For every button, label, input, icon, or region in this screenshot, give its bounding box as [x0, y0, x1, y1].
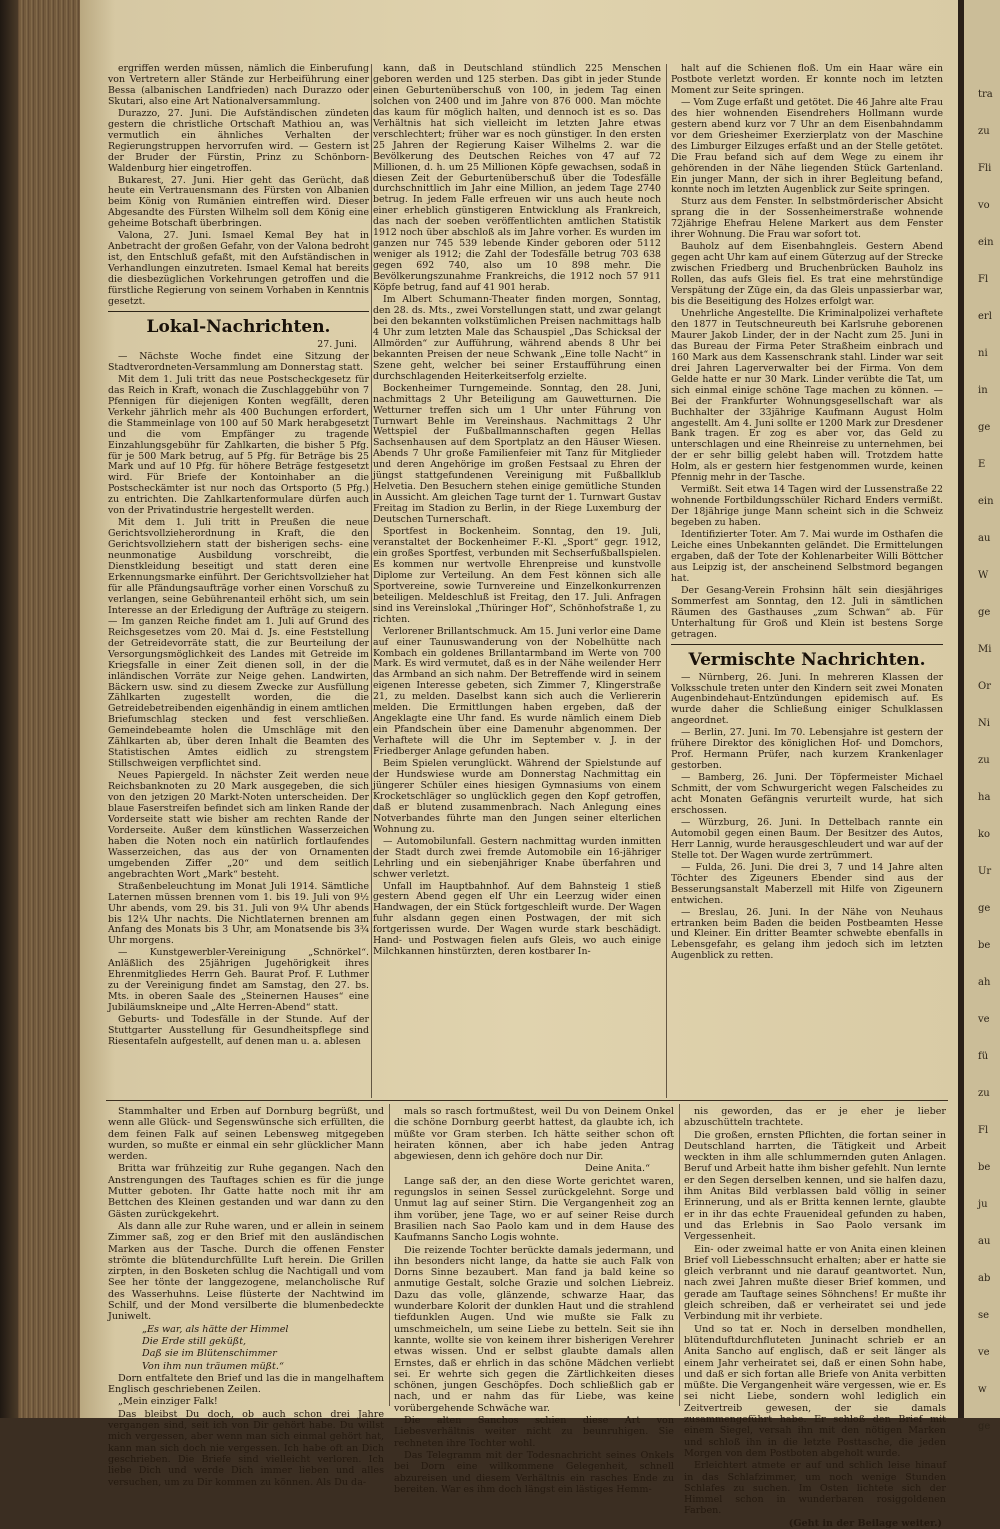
next-page-fragment: au: [978, 1236, 991, 1247]
next-page-fragment: Or: [978, 681, 991, 692]
column-1: [108, 64, 369, 1098]
section-date: 27. Juni.: [317, 338, 357, 350]
article-paragraph: — Berlin, 27. Juni. Im 70. Lebensjahre ist gestern der frühere Direktor des königlichen Hof- und Domchors, Prof. Hermann Prüfer, nach kurzem Krankenlager gestorben.: [671, 727, 943, 772]
article-paragraph: Valona, 27. Juni. Ismael Kemal Bey hat in Anbetracht der großen Gefahr, von der Valona bedroht ist, den Entschluß gefaßt, mit den Aufständischen in Verhandlungen einzutreten. Ismael Kemal hat bereits die diesbezüglichen Vorkehrungen getroffen und die fürstliche Regierung von seinem Vorhaben in Kenntnis gesetzt.: [108, 230, 369, 308]
story-paragraph: Britta war frühzeitig zur Ruhe gegangen. Nach den Anstrengungen des Tauftages schien es für die junge Mutter geboten. Ihr Gatte hatte noch mit ihr am Bettchen des Kleinen gestanden und war dann zu den Gästen zurückgekehrt.: [108, 1163, 384, 1220]
next-page-fragment: in: [978, 385, 988, 396]
article-paragraph: — Fulda, 26. Juni. Die drei 3, 7 und 14 Jahre alten Töchter des Zigeuners Ebender sind aus der Besserungsanstalt Maberzell mit Hilfe von Zigeunern entwichen.: [671, 861, 943, 906]
poem: [108, 1324, 384, 1372]
article-paragraph: Mit dem 1. Juli tritt das neue Postscheckgesetz für das Reich in Kraft, wonach die Zuschlaggebühr von 7 Pfennigen für diejenigen Konten wegfällt, deren Verkehr jährlich mehr als 400 Buchungen erfordert, die Stammeinlage von 100 auf 50 Mark herabgesetzt und die vom Empfänger zu tragende Einzahlungsgebühr für Zahlkarten, die bisher 5 Pfg. für je 500 Mark betrug, auf 5 Pfg. für Beträge bis 25 Mark und auf 10 Pfg. für höhere Beträge festgesetzt wird. Für Briefe der Kontoinhaber an die Postscheckämter ist nur noch das Ortsporto (5 Pfg.) zu entrichten. Die Zahlkartenformulare dürfen auch von der Privatindustrie hergestellt werden.: [108, 373, 369, 517]
next-page-fragment: Ur: [978, 866, 992, 877]
article-paragraph: — Automobilunfall. Gestern nachmittag wurden inmitten der Stadt durch zwei fremde Automobile ein 16-jähriger Lehrling und ein siebenjähriger Knabe überfahren und schwer verletzt.: [373, 835, 661, 880]
story-paragraph: „Mein einziger Falk!: [118, 1396, 218, 1408]
feuilleton-column-3: [684, 1106, 946, 1529]
column-rule: [389, 1104, 390, 1406]
next-page-fragment: zu: [978, 755, 990, 766]
story-paragraph: Lange saß der, an den diese Worte gerichtet waren, regungslos in seinen Sessel zurückgelehnt. Sorge und Unmut lag auf seiner Stirn. Die Vergangenheit zog an ihm vorüber, jene Tage, wo er auf seiner Reise durch Brasilien nach Sao Paolo kam und in dem Hause des Kaufmanns Sancho Logis wohnte.: [394, 1175, 674, 1244]
article-paragraph: Der Gesang-Verein Frohsinn hält sein diesjähriges Sommerfest am Sonntag, den 12. Juli in sämtlichen Räumen des Gasthauses „zum Schwan“ ab. Für Unterhaltung für Groß und Klein ist bestens Sorge getragen.: [671, 584, 943, 640]
next-page-fragment: au: [978, 533, 991, 544]
next-page-fragment: ge: [978, 422, 991, 433]
article-paragraph: — Vom Zuge erfaßt und getötet. Die 46 Jahre alte Frau des hier wohnenden Eisendrehers Hollmann wurde gestern abend kurz vor 7 Uhr an dem Eisenbahndamm vor dem Griesheimer Exerzierplatz von der Maschine des Limburger Eilzuges erfaßt und an der Stelle getötet. Die Frau befand sich auf dem Wege zu einem ihr gehörenden in der Nähe liegenden Stück Gartenland. Ein junger Mann, der sich in ihrer Begleitung befand, konnte noch im letzten Augenblick zur Seite springen.: [671, 96, 943, 196]
letter-signature: Deine Anita.“: [584, 1163, 650, 1175]
story-paragraph: Erleichtert atmete er auf und schlich leise hinauf in das Schlafzimmer, um noch wenige Stunden Schlafes zu suchen. Im Osten lichtete sich der Himmel schon in wunderbaren rosiggoldenen Farben.: [684, 1460, 946, 1517]
feuilleton-rule: [106, 1100, 948, 1101]
article-paragraph: Straßenbeleuchtung im Monat Juli 1914. Sämtliche Laternen müssen brennen vom 1. bis 19. Juli von 9½ Uhr abends, vom 29. bis 31. Juli von 9¼ Uhr abends bis 12¼ Uhr nachts. Die Nichtlaternen brennen am Anfang des Monats bis 3 Uhr, am Monatsende bis 3¾ Uhr morgens.: [108, 880, 369, 947]
article-paragraph: Im Albert Schumann-Theater finden morgen, Sonntag, den 28. ds. Mts., zwei Vorstellungen statt, und zwar gelangt bei den bekannten volkstümlichen Preisen nachmittags halb 4 Uhr zum letzten Male das Schauspiel „Das Schicksal der Allmörden“ zur Aufführung, während abends 8 Uhr bei bekannten Preisen der neue Schwank „Eine tolle Nacht“ in Szene geht, welcher bei seiner Erstaufführung einen durchschlagenden Heiterkeitserfolg erzielte.: [373, 294, 661, 382]
next-page-fragment: se: [978, 1310, 990, 1321]
article-paragraph: Unehrliche Angestellte. Die Kriminalpolizei verhaftete den 1877 in Teutschneureuth bei Karlsruhe geborenen Maurer Jakob Linder, der in der Nacht zum 25. Juni in das Bureau der Firma Peter Straßheim einbrach und 160 Mark aus dem Kassenschrank stahl. Linder war seit drei Jahren Lagerverwalter bei der Firma. Von dem Gelde hatte er nur 30 Mark. Linder verübte die Tat, um sich einmal einige schöne Tage machen zu können. — Bei der Frankfurter Wohnungsgesellschaft war als Buchhalter der 33jährige Kaufmann August Holm angestellt. Am 4. Juni sollte er 1200 Mark zur Dresdener Bank tragen. Er zog es aber vor, das Geld zu unterschlagen und eine Rheinreise zu unternehmen, bei der er sehr billig gelebt haben will. Trotzdem hatte Holm, als er gestern hier festgenommen wurde, keinen Pfennig mehr in der Tasche.: [671, 307, 943, 484]
next-page-fragment: Fl: [978, 274, 989, 285]
article-paragraph: — Bamberg, 26. Juni. Der Töpfermeister Michael Schmitt, der vom Schwurgericht wegen Falscheides zu acht Monaten Gefängnis verurteilt wurde, hat sich erschossen.: [671, 772, 943, 816]
next-page-fragment: be: [978, 940, 991, 951]
next-page-fragment: tra: [978, 89, 993, 100]
article-paragraph: Sportfest in Bockenheim. Sonntag, den 19. Juli, veranstaltet der Bockenheimer F.-Kl. „Sport“ gegr. 1912, ein großes Sportfest, verbunden mit Sechserfußballspielen. Es kommen nur wertvolle Ehrenpreise und kunstvolle Diplome zur Verteilung. An dem Fest können sich alle Sportvereine, sowie Turnvereine und Einzelkonkurrenzen beteiligen. Meldeschluß ist Freitag, den 17. Juli. Anfragen sind ins Vereinslokal „Thüringer Hof“, Schönhofstraße 1, zu richten.: [373, 526, 661, 625]
next-page-fragment: Fli: [978, 163, 992, 174]
article-paragraph: Neues Papiergeld. In nächster Zeit werden neue Reichsbanknoten zu 20 Mark ausgegeben, die sich von den jetzigen 20 Markt-Noten unterscheiden. Der blaue Faserstreifen befindet sich am linken Rande der Vorderseite statt wie bisher am rechten Rande der Vorderseite. Außer dem künstlichen Wasserzeichen haben die Noten noch ein natürlich fortlaufendes Wasserzeichen, das aus der von Ornamenten umgebenden Ziffer „20“ und dem seitlich angebrachten Wort „Mark“ besteht.: [108, 770, 369, 880]
book-page-stack: [0, 0, 80, 1418]
book-cover: [0, 0, 18, 1418]
article-paragraph: Durazzo, 27. Juni. Die Aufständischen zündeten gestern die christliche Ortschaft Mathiou an, was vermutlich ein ähnliches Verhalten der Regierungstruppen hervorrufen wird. — Gestern ist der Bruder der Fürstin, Prinz zu Schönborn-Waldenburg hier eingetroffen.: [108, 107, 369, 174]
poem-line: Daß sie im Blütenschimmer: [142, 1348, 277, 1360]
article-paragraph: Bockenheimer Turngemeinde. Sonntag, den 28. Juni, nachmittags 2 Uhr Beteiligung am Gauwetturnen. Die Wetturner treffen sich um 1 Uhr unter Führung von Turnwart Behle im Vereinshaus. Nachmittags 2 Uhr Wettspiel der Fußballmannschaften gegen Hellas Sachsenhausen auf dem Sportplatz an den Häuser Wiesen. Abends 7 Uhr große Familienfeier mit Tanz für Mitglieder und deren Angehörige im großen Festsaal zu Ehren der jüngst stattgefundenen Vereinigung mit Fußballklub Helvetia. Den Besuchern stehen einige gemütliche Stunden in Aussicht. Am gleichen Tage turnt der 1. Turnwart Gustav Freitag im Stadion zu Berlin, in der Riege Luxemburg der Deutschen Turnerschaft.: [373, 382, 661, 526]
mixed-news: [671, 673, 943, 963]
story-paragraph: Das Telegramm mit der Todesnachricht seines Onkels bei Dorn eine willkommene Gelegenheit, schnell abzureisen und diesem Verhältnis ein rasches Ende zu bereiten. War es ihm doch längst ein lästiges Hemm-: [394, 1449, 674, 1495]
next-page-fragment: ge: [978, 607, 991, 618]
column-rule: [666, 64, 667, 1098]
next-page-fragment: ge: [978, 903, 991, 914]
next-page-fragment: Mi: [978, 644, 992, 655]
story-paragraph: Und so tat er. Noch in derselben mondhellen, blütenduftdurchfluteten Juninacht schrieb er an Anita Sancho auf englisch, daß er seit länger als einem Jahr verheiratet sei, daß er einen Sohn habe, und daß er sich fortan alle Briefe von Anita verbitten müßte. Die Vergangenheit wäre vergessen, wie er. Es sei nicht Liebe, sondern wohl lediglich ein Zeitvertreib gewesen, der sie damals zusammengeführt habe. Er schloß den Brief mit einem Siegel, versah ihn mit den nötigen Marken und schloß ihn in die letzte Posttasche, die jeden Morgen von dem Postboten abgeholt wurde.: [684, 1323, 946, 1459]
next-page-fragment: ju: [978, 1199, 988, 1210]
article-paragraph: Vermißt. Seit etwa 14 Tagen wird der Lussenstraße 22 wohnende Fortbildungsschüler Richard Enders vermißt. Der 18jährige junge Mann scheint sich in die Schweiz begeben zu haben.: [671, 484, 943, 529]
next-page-fragment: ni: [978, 348, 988, 359]
next-page-fragment: Fl: [978, 1125, 989, 1136]
story-paragraph: Dorn entfaltete den Brief und las die in mangelhaftem Englisch geschriebenen Zeilen.: [108, 1372, 384, 1396]
next-page-fragment: be: [978, 1162, 991, 1173]
story-paragraph: Als dann alle zur Ruhe waren, und er allein in seinem Zimmer saß, zog er den Brief mit den ausländischen Marken aus der Tasche. Durch die offenen Fenster strömte die blütendurchfüllte Luft herein. Die Grillen zirpten, in den Bosketen schlug die Nachtigall und vom See her tönte der langgezogene, melancholische Ruf des Wasserhuhns. Leise flüsterte der Nachtwind im Schilf, und der Mond versilberte die blumenbedeckte Juniwelt.: [108, 1220, 384, 1323]
next-page-fragment: E: [978, 459, 986, 470]
story-paragraph: nis geworden, das er je eher je lieber abzuschütteln trachtete.: [684, 1106, 946, 1129]
next-page-fragment: fü: [978, 1051, 989, 1062]
article-paragraph: Identifizierter Toter. Am 7. Mai wurde im Osthafen die Leiche eines Unbekannten geländet. Die Ermittelungen ergaben, daß der Tote der Kohlenarbeiter Willi Böttcher aus Leipzig ist, der anscheinend Selbstmord begangen hat.: [671, 529, 943, 584]
next-page-fragment: ab: [978, 1273, 991, 1284]
column-rule: [371, 64, 372, 1098]
article-paragraph: Beim Spielen verunglückt. Während der Spielstunde auf der Hundswiese wurde am Donnerstag Nachmittag ein jüngerer Schüler eines hiesigen Gymnasiums von einem Krocketschläger so unglücklich gegen den Kopf getroffen, daß er blutend zusammenbrach. Nach Anlegung eines Notverbandes führte man den Jungen seiner elterlichen Wohnung zu.: [373, 758, 661, 835]
story-paragraph: Die alten Sanchos schien diese Art von Liebesverhältnis weiter nicht zu beunruhigen. Sie rechneten ihre Tochter wohl.: [394, 1415, 674, 1449]
column-3: [671, 64, 943, 1098]
article-paragraph: — Würzburg, 26. Juni. In Dettelbach rannte ein Automobil gegen einen Baum. Der Besitzer des Autos, Herr Lannig, wurde herausgeschleudert und war auf der Stelle tot. Der Wagen wurde zertrümmert.: [671, 816, 943, 861]
article-paragraph: kann, daß in Deutschland stündlich 225 Menschen geboren werden und 125 sterben. Das gibt in jeder Stunde einen Geburtenüberschuß von 100, in jedem Tag einen solchen von 2400 und im Jahre von 876 000. Man möchte das kaum für möglich halten, und dennoch ist es so. Das Verhältnis hat sich vielleicht im letzten Jahre etwas verschlechtert; früher war es noch günstiger. In den ersten 25 Jahren der Regierung Kaiser Wilhelms 2. war die Bevölkerung des Deutschen Reiches von 47 auf 72 Millionen, d. h. um 25 Millionen Köpfe gewachsen, sodaß in diesen Zeit der Geburtenüberschuß über die Todesfälle durchschnittlich im Jahr eine Million, an jedem Tage 2740 betrug. In jedem Falle erfreuen wir uns auch heute noch einer erheblich günstigeren Entwicklung als Frankreich, das nach der soeben veröffentlichten amtlichen Statistik 1912 noch über abschloß als im Jahre vorher. Es wurden im ganzen nur 745 539 lebende Kinder geboren oder 5112 weniger als 1912; die Zahl der Todesfälle betrug 703 638 gegen 692 740, also um 10 898 mehr. Die Bevölkerungszunahme Frankreichs, die 1912 noch 57 911 Köpfe betrug, fand auf 41 901 herab.: [373, 63, 661, 294]
article-paragraph: — Nürnberg, 26. Juni. In mehreren Klassen der Volksschule treten unter den Kindern seit zwei Monaten Augenbindehaut-Entzündungen epidemisch auf. Es wurde daher die Schließung einiger Schulklassen angeordnet.: [671, 671, 943, 727]
next-page-fragment: zu: [978, 126, 990, 137]
article-paragraph: — Nächste Woche findet eine Sitzung der Stadtverordneten-Versammlung am Donnerstag statt.: [108, 350, 369, 373]
political-news: [108, 64, 369, 308]
feuilleton-column-2: [394, 1106, 674, 1495]
article-paragraph: ergriffen werden müssen, nämlich die Einberufung von Vertretern aller Stände zur Herbeiführung einer Bessa (albanischen Landfrieden) nach Durazzo oder Skutari, also eine Art Nationalversammlung.: [108, 63, 369, 107]
next-page-edge: [964, 0, 1000, 1432]
article-paragraph: Verlorener Brillantschmuck. Am 15. Juni verlor eine Dame auf einer Taunuswanderung von der Nobelhütte nach Kombach ein goldenes Brillantarmband im Werte von 700 Mark. Es wird vermutet, daß es in der Nähe weilender Herr das Armband an sich nahm. Der Betreffende wird in seinem eigenen Interesse gebeten, sich Zimmer 7, Klingerstraße 21, zu melden. Daselbst kann sich auch die Verliererin melden. Die Ermittlungen haben ergeben, daß der Angeklagte eine Uhr fand. Es wurde nämlich einem Dieb ein Pfandschein über eine Damenuhr abgenommen. Der Verhaftete will die Uhr im September v. J. in der Friedberger Anlage gefunden haben.: [373, 625, 661, 758]
story-paragraph: Das bleibst Du doch, ob auch schon drei Jahre vergangen sind, seit ich von Dir gehört habe. Du willst mich vergessen, aber wenn man sich einmal gehört hat, kann man sich doch nie vergessen. Ich habe oft an Dich geschrieben. Die Briefe sind vielleicht verloren. Ich liebe Dich und werde Dich immer lieben und alles versuchen, um zu Dir kommen zu können. Als Du da-: [108, 1408, 384, 1488]
poem-line: Die Erde still geküßt,: [142, 1335, 247, 1347]
article-paragraph: Sturz aus dem Fenster. In selbstmörderischer Absicht sprang die in der Sossenheimerstraße wohnende 72jährige Ehefrau Helene Markert aus dem Fenster ihrer Wohnung. Die Frau war sofort tot.: [671, 196, 943, 241]
article-paragraph: halt auf die Schienen floß. Um ein Haar wäre ein Postbote verletzt worden. Er konnte noch im letzten Moment zur Seite springen.: [671, 63, 943, 96]
article-paragraph: Bauholz auf dem Eisenbahngleis. Gestern Abend gegen acht Uhr kam auf einem Güterzug auf der Strecke zwischen Friedberg und Bruchenbrücken Bauholz ins Rollen, das aufs Gleis fiel. Es trat eine mehrstündige Verspätung der Züge ein, da das Gleis unpassierbar war, bis die Beseitigung des Holzes erfolgt war.: [671, 241, 943, 308]
poem-line: Von ihm nun träumen müßt.“: [142, 1360, 284, 1372]
article-paragraph: Bukarest, 27. Juni. Hier geht das Gerücht, daß heute ein Vertrauensmann des Fürsten von Albanien beim König von Rumänien eintreffen wird. Dieser Abgesandte des Fürsten Wilhelm soll dem König eine geheime Botschaft überbringen.: [108, 174, 369, 230]
story-paragraph: Die reizende Tochter berückte damals jedermann, und ihn besonders nicht lange, da hatte sie auch Falk von Dorns Sinne bezaubert. Man fand ja bald keine so anmutige Gestalt, solche Grazie und solchen Liebreiz. Dazu das volle, glänzende, schwarze Haar, das wunderbare Kolorit der dunklen Haut und die strahlend tiefdunklen Augen. Und wie mußte sie Falk zu umschmeicheln, um seine Liebe zu betteln. Seit sie ihn kannte, wollte sie von keinem ihrer bisherigen Verehrer etwas wissen. Und er selbst glaubte damals allen Ernstes, daß er ehrlich in das schöne Mädchen verliebt sei. Er wehrte sich gegen die Zärtlichkeiten dieses schönen, jungen Geschöpfes. Doch schließlich gab er nach, und er nahm das für Liebe, was keine vorübergehende Schwäche war.: [394, 1244, 674, 1414]
section-title-vermischte: Vermischte Nachrichten.: [671, 644, 943, 671]
next-page-fragment: ah: [978, 977, 991, 988]
next-page-fragment: zu: [978, 1088, 990, 1099]
article-paragraph: Mit dem 1. Juli tritt in Preußen die neue Gerichtsvollzieherordnung in Kraft, die den Gerichtsvollziehern statt der bisherigen sechs- eine neunmonatige Ausbildung vorschreibt, die Dienstkleidung beseitigt und statt deren eine Erkennungsmarke einführt. Der Gerichtsvollzieher hat für alle Pfändungsaufträge vorher einen Vorschuß zu verlangen, seine Gebührenanteil erhöht sich, um sein Interesse an der Erledigung der Aufträge zu steigern. — Im ganzen Reiche findet am 1. Juli auf Grund des Reichsgesetzes vom 20. Mai d. Js. eine Feststellung der Getreidevorräte statt, die zur Beurteilung der Versorgungsmöglichkeit des Landes mit Getreide im Kriegsfalle in einer Zeit dienen soll, in der die inländischen Vorräte zur Neige gehen. Landwirten, Bäckern usw. sind zu diesem Zwecke zur Ausfüllung Zählkarten zugestellt worden, die die Getreidebetreibenden eigenhändig in einem amtlichen Briefumschlag stecken und fest verschließen. Gemeindebeamte holen die Umschläge mit den Zählkarten ab, über deren Inhalt die Beamten des Statistischen Amtes eidlich zu strengstem Stillschweigen verpflichtet sind.: [108, 517, 369, 770]
local-news-continued: [671, 64, 943, 641]
feuilleton-column-1: [108, 1106, 384, 1488]
next-page-fragment: W: [978, 570, 989, 581]
next-page-fragment: ko: [978, 829, 991, 840]
next-page-fragment: ve: [978, 1014, 990, 1025]
next-page-fragment: ein: [978, 496, 994, 507]
next-page-fragment: erl: [978, 311, 992, 322]
article-paragraph: — Kunstgewerbler-Vereinigung „Schnörkel“. Anläßlich des 25jährigen Jugehörigkeit ihres Ehrenmitgliedes Herrn Geh. Baurat Prof. F. Luthmer zu der Vereinigung findet am Samstag, den 27. bs. Mts. in oberen Saale des „Steinernen Hauses“ eine Jubiläumskneipe und „Alte Herren-Abend“ statt.: [108, 947, 369, 1014]
story-paragraph: Die großen, ernsten Pflichten, die fortan seiner in Deutschland harrten, die Tätigkeit und Arbeit weckten in ihm alle schlummernden guten Anlagen. Beruf und Arbeit hatte ihm bisher gefehlt. Nun lernte er den Segen derselben kennen, und sie halfen dazu, ihm Anitas Bild verblassen bald völlig in seiner Erinnerung, und als er Britta kennen lernte, glaubte er in ihr das echte Frauenideal gefunden zu haben, und das Erlebnis in Sao Paolo versank im Vergessenheit.: [684, 1129, 946, 1243]
article-paragraph: Geburts- und Todesfälle in der Stunde. Auf der Stuttgarter Ausstellung für Gesundheitspflege sind Riesentafeln aufgestellt, auf denen man u. a. ablesen: [108, 1014, 369, 1048]
story-paragraph: Stammhalter und Erben auf Dornburg begrüßt, und wenn alle Glück- und Segenswünsche sich erfüllten, die dem feinen Falk auf seinen Lebensweg mitgegeben wurden, so mußte er einmal ein sehr glücklicher Mann werden.: [108, 1106, 384, 1163]
column-rule: [679, 1104, 680, 1406]
next-page-fragment: ein: [978, 237, 994, 248]
next-page-fragment: Ni: [978, 718, 990, 729]
story-paragraph: mals so rasch fortmußtest, weil Du von Deinem Onkel die schöne Dornburg geerbt hattest, da glaubte ich, ich müßte vor Gram sterben. Ich hätte seither schon oft heiraten können, aber ich habe jeden Antrag abgewiesen, denn ich gehöre doch nur Dir.: [394, 1106, 674, 1163]
next-page-fragment: ve: [978, 1347, 990, 1358]
article-paragraph: — Breslau, 26. Juni. In der Nähe von Neuhaus ertranken beim Baden die beiden Postbeamten Hesse und Kleiner. Ein dritter Beamter schwebte ebenfalls in Lebensgefahr, es gelang ihm jedoch sich im letzten Augenblick zu retten.: [671, 906, 943, 962]
story-paragraph: Ein- oder zweimal hatte er von Anita einen kleinen Brief voll Liebesschnsucht erhalten; aber er hatte sie gleich verbrannt und nie darauf geantwortet. Nun, nach zwei Jahren mußte dieser Brief kommen, und gerade am Tauftage seines Söhnchens! Er mußte ihr gleich schreiben, daß er verheiratet sei und jede Verbindung mit ihr verbiete.: [684, 1243, 946, 1323]
section-title-lokal: Lokal-Nachrichten.: [108, 311, 369, 338]
next-page-fragment: ge: [978, 1421, 991, 1432]
next-page-fragment: w: [978, 1384, 987, 1395]
column-2: [373, 64, 661, 1098]
poem-line: „Es war, als hätte der Himmel: [142, 1323, 289, 1335]
local-news: [108, 352, 369, 1048]
next-page-fragment: vo: [978, 200, 990, 211]
next-page-fragment: ha: [978, 792, 991, 803]
continued-note: (Geht in der Beilage weiter.): [788, 1517, 942, 1529]
article-paragraph: Unfall im Hauptbahnhof. Auf dem Bahnsteig 1 stieß gestern Abend gegen elf Uhr ein Leerzug wider einen Handwagen, der ein Stück fortgeschleift wurde. Der Wagen fuhr alsdann gegen einen Postwagen, der mit sich fortgerissen wurde. Der Wagen wurde stark beschädigt. Hand- und Postwagen fielen aufs Gleis, wo auch einige Milchkannen hinstürzten, deren kostbarer In-: [373, 880, 661, 958]
